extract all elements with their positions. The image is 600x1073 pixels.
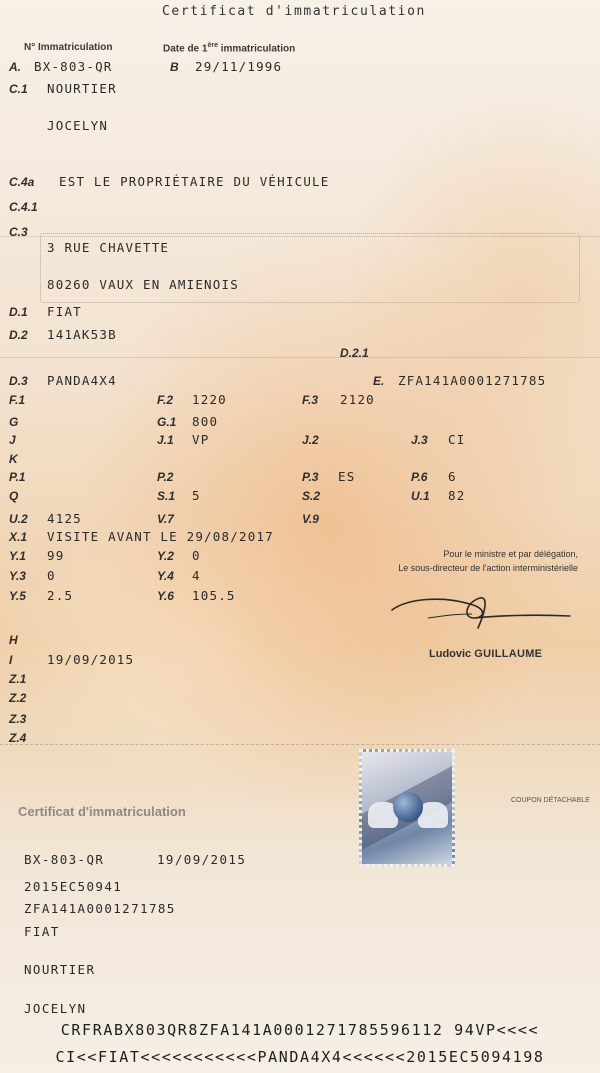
label-Z1: Z.1 <box>9 672 27 686</box>
label-D3: D.3 <box>9 374 28 388</box>
value-B: 29/11/1996 <box>195 59 283 74</box>
value-A: BX-803-QR <box>34 59 113 74</box>
coupon-vin: ZFA141A0001271785 <box>24 901 176 916</box>
coupon-separator <box>0 744 600 745</box>
label-U2: U.2 <box>9 512 28 526</box>
value-E: ZFA141A0001271785 <box>398 373 547 388</box>
signatory-name: Ludovic GUILLAUME <box>429 648 543 660</box>
value-Y2: 0 <box>192 548 201 563</box>
label-D2: D.2 <box>9 328 28 342</box>
label-C41: C.4.1 <box>9 200 38 214</box>
label-C4a: C.4a <box>9 175 35 189</box>
label-P6: P.6 <box>411 470 428 484</box>
signature-authority-title: Le sous-directeur de l'action interministérielle <box>398 563 578 573</box>
value-C4a: EST LE PROPRIÉTAIRE DU VÉHICULE <box>59 174 330 189</box>
stamp-globe-icon <box>393 792 423 822</box>
label-I: I <box>9 653 13 667</box>
label-Y1: Y.1 <box>9 549 26 563</box>
label-G: G <box>9 415 19 429</box>
label-G1: G.1 <box>157 415 177 429</box>
label-V9: V.9 <box>302 512 319 526</box>
label-Y6: Y.6 <box>157 589 174 603</box>
label-Y2: Y.2 <box>157 549 174 563</box>
signature-authority-line: Pour le ministre et par délégation, <box>443 549 578 559</box>
value-J3: CI <box>448 432 466 447</box>
label-Y5: Y.5 <box>9 589 26 603</box>
label-F1: F.1 <box>9 393 26 407</box>
coupon-title: Certificat d'immatriculation <box>18 804 186 819</box>
value-C3-street: 3 RUE CHAVETTE <box>47 240 170 255</box>
label-S1: S.1 <box>157 489 176 503</box>
value-C3-city: 80260 VAUX EN AMIENOIS <box>47 277 239 292</box>
label-Z4: Z.4 <box>9 731 27 745</box>
label-Y4: Y.4 <box>157 569 174 583</box>
value-J1: VP <box>192 432 210 447</box>
value-Y5: 2.5 <box>47 588 74 603</box>
value-I: 19/09/2015 <box>47 652 135 667</box>
label-J2: J.2 <box>302 433 319 447</box>
label-P1: P.1 <box>9 470 26 484</box>
value-X1: VISITE AVANT LE 29/08/2017 <box>47 529 274 544</box>
value-U1: 82 <box>448 488 466 503</box>
document-title: Certificat d'immatriculation <box>162 4 426 19</box>
label-H: H <box>9 633 18 647</box>
value-D3: PANDA4X4 <box>47 373 117 388</box>
coupon-plate: BX-803-QR <box>24 852 105 867</box>
security-stamp <box>359 749 455 867</box>
label-K: K <box>9 452 18 466</box>
label-F3: F.3 <box>302 393 319 407</box>
coupon-brand: FIAT <box>24 924 60 939</box>
coupon-detachable-label: COUPON DÉTACHABLE <box>511 797 590 804</box>
coupon-date: 19/09/2015 <box>157 852 247 867</box>
coupon-formula-number: 2015EC50941 <box>24 879 123 894</box>
value-C1-firstname: JOCELYN <box>47 118 109 133</box>
label-Q: Q <box>9 489 19 503</box>
header-date-first-immatriculation: Date de 1ère immatriculation <box>163 42 296 55</box>
value-F2: 1220 <box>192 392 227 407</box>
value-F3: 2120 <box>340 392 375 407</box>
label-D21: D.2.1 <box>340 346 369 360</box>
label-V7: V.7 <box>157 512 174 526</box>
value-Y4: 4 <box>192 568 201 583</box>
value-C1-surname: NOURTIER <box>47 81 117 96</box>
value-U2: 4125 <box>47 511 82 526</box>
mrz-line-1: CRFRABX803QR8ZFA141A0001271785596112 94VP<<<< <box>60 1021 540 1039</box>
label-F2: F.2 <box>157 393 174 407</box>
label-P2: P.2 <box>157 470 174 484</box>
value-P6: 6 <box>448 469 457 484</box>
value-D2: 141AK53B <box>47 327 117 342</box>
value-S1: 5 <box>192 488 201 503</box>
label-U1: U.1 <box>411 489 430 503</box>
coupon-firstname: JOCELYN <box>24 1001 87 1016</box>
fold-line <box>0 357 600 358</box>
handwritten-signature <box>388 588 573 636</box>
value-G1: 800 <box>192 414 219 429</box>
mrz-line-2: CI<<FIAT<<<<<<<<<<<PANDA4X4<<<<<<2015EC5094198 <box>55 1048 545 1066</box>
value-Y6: 105.5 <box>192 588 236 603</box>
value-Y1: 99 <box>47 548 65 563</box>
label-C1: C.1 <box>9 82 28 96</box>
label-B: B <box>170 60 179 74</box>
value-D1: FIAT <box>47 304 82 319</box>
label-C3: C.3 <box>9 225 28 239</box>
label-J: J <box>9 433 16 447</box>
coupon-surname: NOURTIER <box>24 962 96 977</box>
label-E: E. <box>373 374 385 388</box>
label-J1: J.1 <box>157 433 174 447</box>
label-P3: P.3 <box>302 470 319 484</box>
label-A: A. <box>9 60 21 74</box>
label-S2: S.2 <box>302 489 321 503</box>
label-D1: D.1 <box>9 305 28 319</box>
label-J3: J.3 <box>411 433 428 447</box>
label-Z2: Z.2 <box>9 691 27 705</box>
value-P3: ES <box>338 469 356 484</box>
header-num-immatriculation: N° Immatriculation <box>24 42 113 53</box>
label-Z3: Z.3 <box>9 712 27 726</box>
label-Y3: Y.3 <box>9 569 26 583</box>
value-Y3: 0 <box>47 568 56 583</box>
label-X1: X.1 <box>9 530 28 544</box>
